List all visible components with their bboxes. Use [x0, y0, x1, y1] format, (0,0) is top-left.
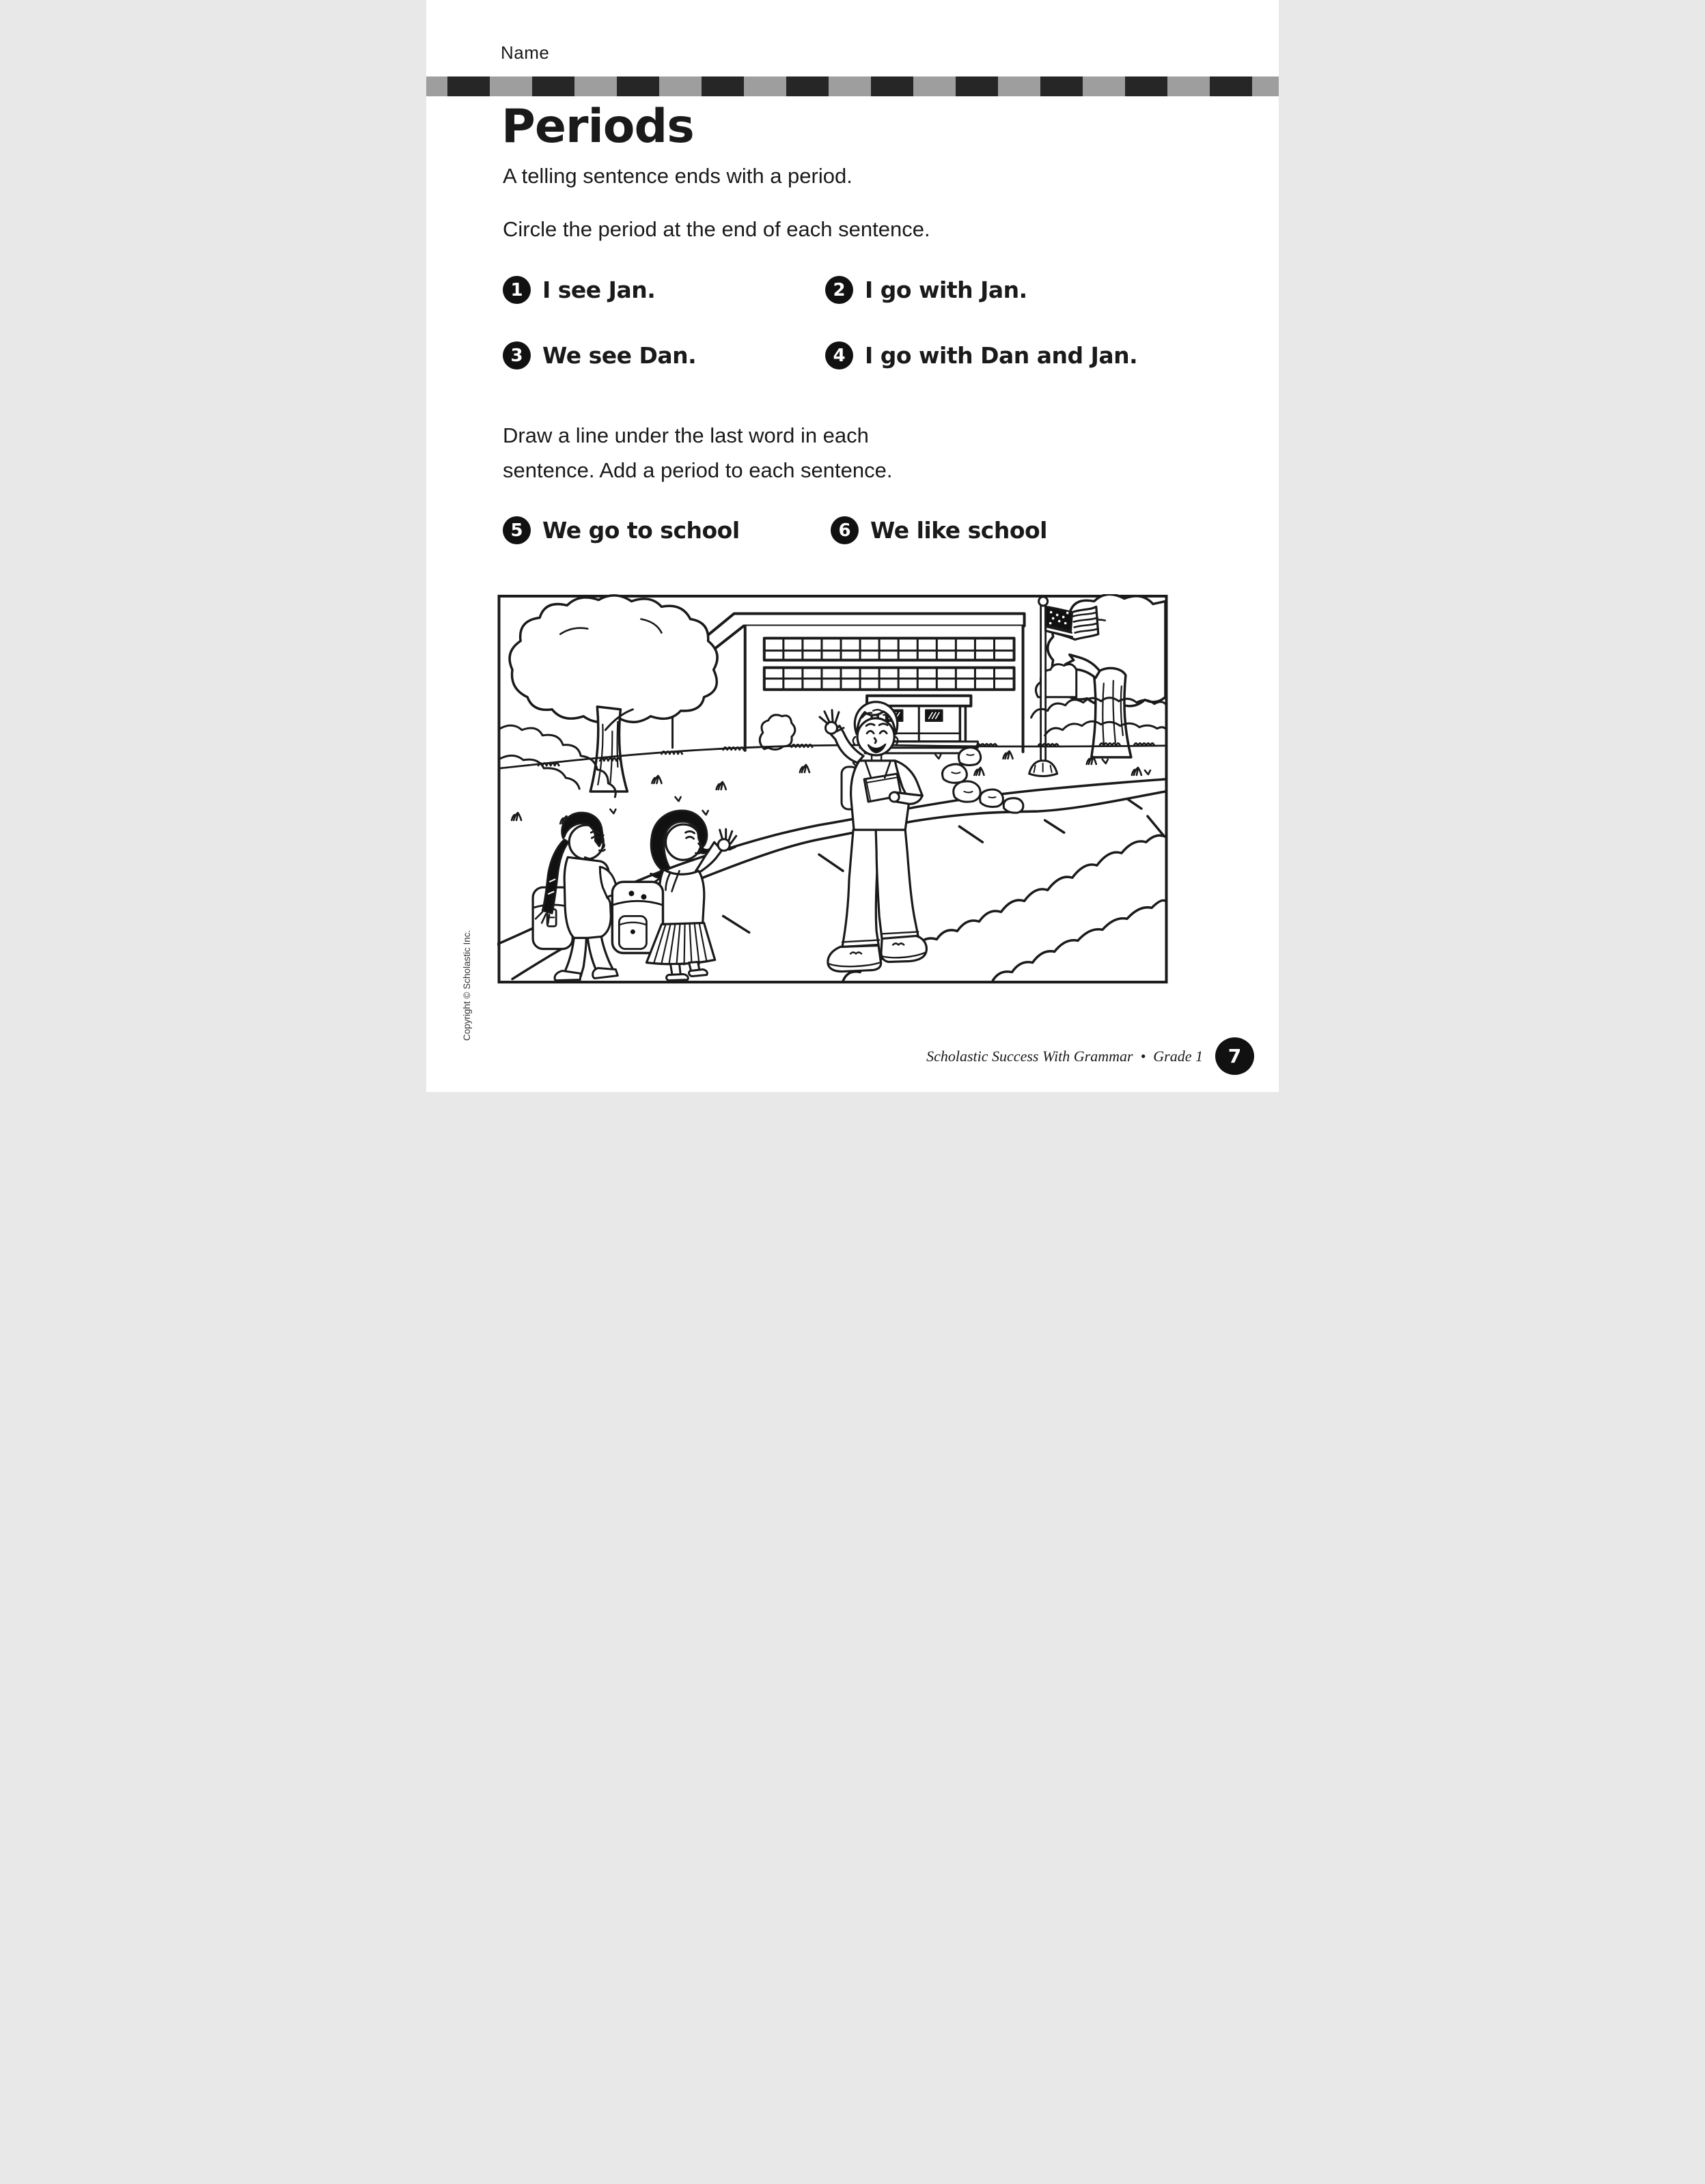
exercise-item-3	[503, 341, 696, 369]
door-window	[926, 710, 942, 721]
item-number-badge: 3	[503, 341, 531, 369]
item-sentence: We go to school	[542, 517, 740, 544]
instruction-line-2: sentence. Add a period to each sentence.	[503, 458, 893, 483]
window-row-lower	[764, 668, 1014, 690]
footer-bullet: •	[1140, 1047, 1146, 1065]
exercise-item-2	[825, 276, 1027, 304]
exercise-item-6	[831, 516, 1047, 544]
grammar-rule-text: A telling sentence ends with a period.	[503, 164, 852, 188]
pants	[842, 830, 918, 947]
page-number-badge: 7	[1215, 1037, 1254, 1075]
item-number-badge: 1	[503, 276, 531, 304]
worksheet-page	[426, 0, 1279, 1092]
name-label: Name	[501, 42, 550, 63]
item-number-badge: 4	[825, 341, 853, 369]
item-sentence: I go with Jan.	[865, 277, 1027, 303]
window-row-upper	[764, 639, 1014, 660]
page-title: Periods	[501, 100, 694, 154]
blouse	[659, 869, 704, 925]
decorative-stripe-bar	[426, 76, 1279, 96]
item-sentence: I see Jan.	[542, 277, 656, 303]
exercise-item-5	[503, 516, 740, 544]
instruction-line-1: Draw a line under the last word in each	[503, 423, 869, 447]
instruction-circle-periods: Circle the period at the end of each sentence.	[503, 217, 930, 241]
item-sentence: We like school	[870, 517, 1047, 544]
item-number-badge: 2	[825, 276, 853, 304]
copyright-sidebar: Copyright © Scholastic Inc.	[462, 929, 472, 1041]
instruction-underline-add-period	[503, 418, 892, 488]
item-number-badge: 5	[503, 516, 531, 544]
footer-series-title: Scholastic Success With Grammar • Grade 1	[926, 1047, 1203, 1065]
item-sentence: We see Dan.	[542, 342, 697, 369]
exercise-item-4	[825, 341, 1137, 369]
school-scene-illustration	[497, 594, 1168, 985]
item-number-badge: 6	[831, 516, 859, 544]
page-footer	[426, 1037, 1254, 1075]
exercise-item-1	[503, 276, 655, 304]
item-sentence: I go with Dan and Jan.	[865, 342, 1138, 369]
